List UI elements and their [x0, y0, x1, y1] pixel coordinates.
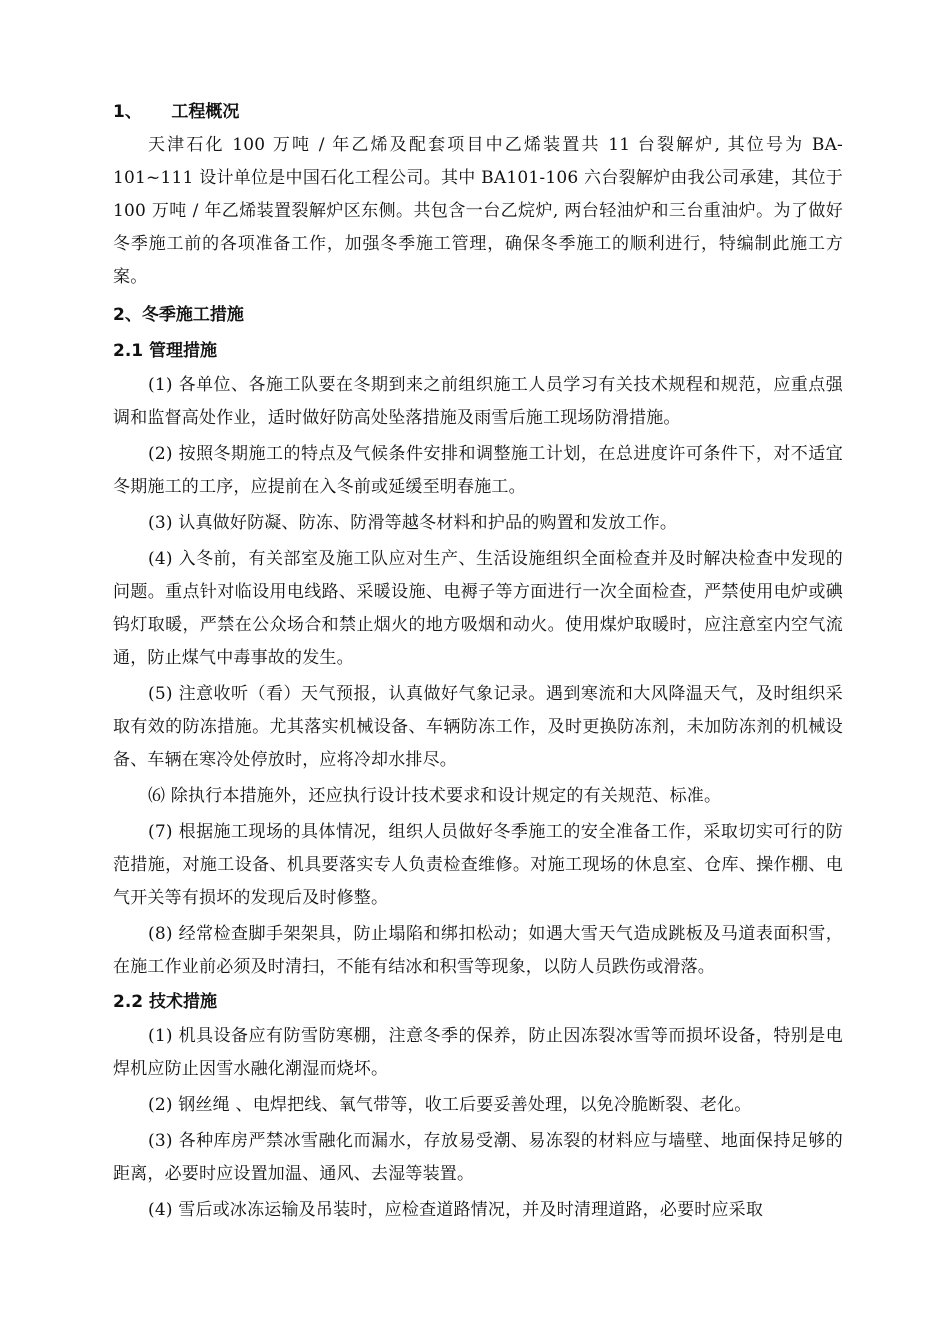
technical-measure-2: (2) 钢丝绳 、电焊把线、氧气带等，收工后要妥善处理，以免冷脆断裂、老化。 [148, 1095, 752, 1115]
section-2-1-heading: 2.1 管理措施 [113, 341, 218, 361]
technical-measure-4: (4) 雪后或冰冻运输及吊装时，应检查道路情况，并及时清理道路，必要时应采取 [148, 1200, 764, 1220]
management-measure-8: (8) 经常检查脚手架架具，防止塌陷和绑扣松动；如遇大雪天气造成跳板及马道表面积雪，在施工作业前必须及时清扫，不能有结冰和积雪等现象，以防人员跌伤或滑落。 [113, 924, 843, 977]
management-measure-5: (5) 注意收听（看）天气预报，认真做好气象记录。遇到寒流和大风降温天气，及时组织采取有效的防冻措施。尤其落实机械设备、车辆防冻工作，及时更换防冻剂，未加防冻剂的机械设备、车辆在寒冷处停放时，应将冷却水排尽。 [113, 684, 843, 770]
technical-measure-1: (1) 机具设备应有防雪防寒棚，注意冬季的保养，防止因冻裂冰雪等而损坏设备，特别是电焊机应防止因雪水融化潮湿而烧坏。 [113, 1026, 843, 1079]
technical-measure-3: (3) 各种库房严禁冰雪融化而漏水，存放易受潮、易冻裂的材料应与墙壁、地面保持足够的距离，必要时应设置加温、通风、去湿等装置。 [113, 1131, 843, 1184]
section-1-heading: 1、 工程概况 [113, 102, 240, 122]
management-measure-4: (4) 入冬前，有关部室及施工队应对生产、生活设施组织全面检查并及时解决检查中发现的问题。重点针对临设用电线路、采暖设施、电褥子等方面进行一次全面检查，严禁使用电炉或碘钨灯取暖，严禁在公众场合和禁止烟火的地方吸烟和动火。使用煤炉取暖时，应注意室内空气流通，防止煤气中毒事故的发生。 [113, 549, 843, 668]
section-2-2-heading: 2.2 技术措施 [113, 992, 218, 1012]
management-measure-6: ⑹ 除执行本措施外，还应执行设计技术要求和设计规定的有关规范、标准。 [148, 786, 722, 806]
section-2-heading: 2、冬季施工措施 [113, 305, 244, 325]
management-measure-3: (3) 认真做好防凝、防冻、防滑等越冬材料和护品的购置和发放工作。 [148, 513, 678, 533]
management-measure-7: (7) 根据施工现场的具体情况，组织人员做好冬季施工的安全准备工作，采取切实可行的防范措施，对施工设备、机具要落实专人负责检查维修。对施工现场的休息室、仓库、操作棚、电气开关等有损坏的发现后及时修整。 [113, 822, 843, 908]
section-1-paragraph: 天津石化 100 万吨 / 年乙烯及配套项目中乙烯装置共 11 台裂解炉, 其位号为 BA-101~111 设计单位是中国石化工程公司。其中 BA101-106 六台裂解炉由我公司承建，其位于 100 万吨 / 年乙烯装置裂解炉区东侧。共包含一台乙烷炉, 两台轻油炉和三台重油炉。为了做好冬季施工前的各项准备工作，加强冬季施工管理，确保冬季施工的顺利进行，特编制此施工方案。 [113, 135, 843, 287]
document-body [113, 96, 843, 1227]
management-measure-2: (2) 按照冬期施工的特点及气候条件安排和调整施工计划，在总进度许可条件下，对不适宜冬期施工的工序，应提前在入冬前或延缓至明春施工。 [113, 444, 843, 497]
management-measure-1: (1) 各单位、各施工队要在冬期到来之前组织施工人员学习有关技术规程和规范，应重点强调和监督高处作业，适时做好防高处坠落措施及雨雪后施工现场防滑措施。 [113, 375, 843, 428]
